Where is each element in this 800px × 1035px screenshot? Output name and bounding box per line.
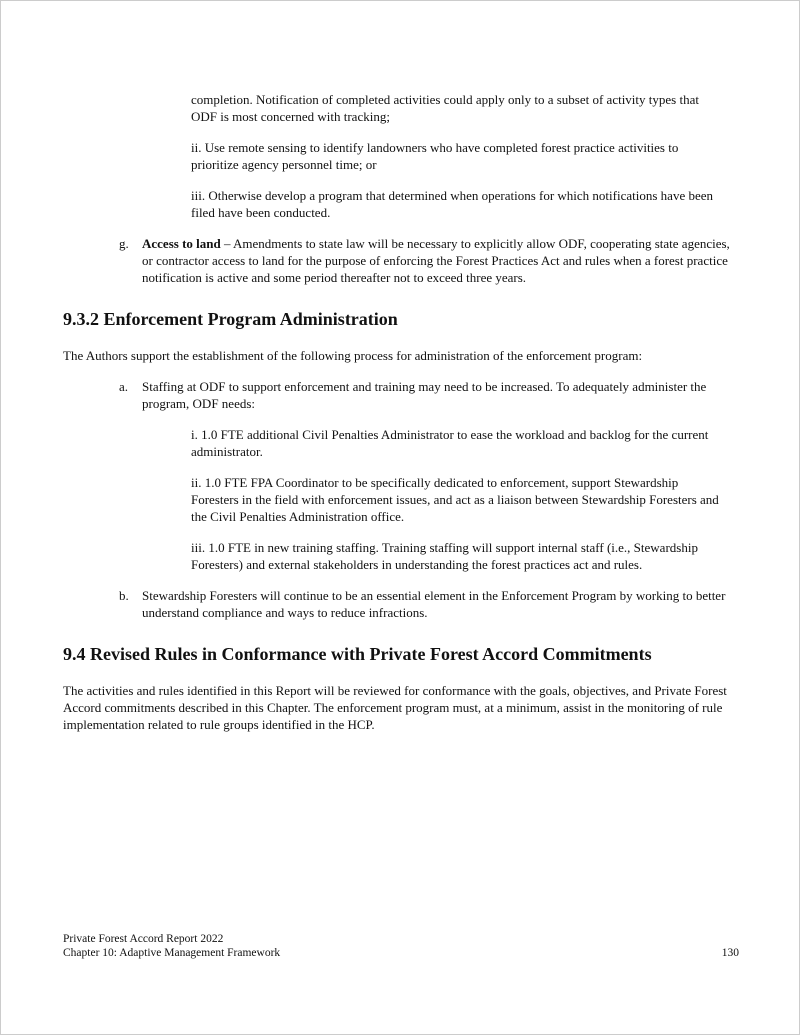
subitem-iii: iii. Otherwise develop a program that determined when operations for which notifications have been filed have been conducted. bbox=[191, 188, 713, 220]
staffing-subitem-ii: ii. 1.0 FTE FPA Coordinator to be specifically dedicated to enforcement, support Stewardship Foresters in the field with enforcement issues, and act as a liaison between Stewardship Foresters and the Civil Penalties Administration office. bbox=[191, 475, 719, 524]
paragraph-9-4: The activities and rules identified in this Report will be reviewed for conformance with the goals, objectives, and Private Forest Accord commitments described in this Chapter. The enforcement program must, at a minimum, assist in the monitoring of rule implementation related to rule groups identified in the HCP. bbox=[63, 683, 727, 732]
list-item-g-text bbox=[142, 235, 739, 286]
heading-9-3-2: 9.3.2 Enforcement Program Administration bbox=[63, 309, 398, 329]
page-number: 130 bbox=[721, 947, 739, 959]
item-g-body: – Amendments to state law will be necessary to explicitly allow ODF, cooperating state agencies, or contractor access to land for the purpose of enforcing the Forest Practices Act and rules when a forest practice notification is active and some period thereafter not to exceed three years. bbox=[142, 236, 730, 285]
paragraph-9-3-2-intro: The Authors support the establishment of the following process for administration of the enforcement program: bbox=[63, 348, 643, 363]
subitem-i-continuation: completion. Notification of completed activities could apply only to a subset of activity types that ODF is most concerned with tracking; bbox=[191, 92, 699, 124]
list-marker-g: g. bbox=[119, 236, 129, 251]
item-b-body: Stewardship Foresters will continue to be an essential element in the Enforcement Program by working to better understand compliance and ways to reduce infractions. bbox=[142, 588, 726, 620]
item-a-body: Staffing at ODF to support enforcement and training may need to be increased. To adequately administer the program, ODF needs: bbox=[142, 379, 707, 411]
list-item-b bbox=[119, 587, 739, 621]
staffing-subitem-i: i. 1.0 FTE additional Civil Penalties Administrator to ease the workload and backlog for the current administrator. bbox=[191, 427, 709, 459]
footer-left bbox=[63, 932, 280, 960]
footer-report-title: Private Forest Accord Report 2022 bbox=[63, 933, 224, 945]
list-item-a bbox=[119, 378, 739, 412]
footer-chapter-title: Chapter 10: Adaptive Management Framework bbox=[63, 947, 281, 959]
subitem-ii: ii. Use remote sensing to identify landowners who have completed forest practice activities to prioritize agency personnel time; or bbox=[191, 140, 679, 172]
heading-9-4: 9.4 Revised Rules in Conformance with Private Forest Accord Commitments bbox=[63, 644, 652, 664]
item-g-bold-lead: Access to land bbox=[142, 236, 221, 251]
list-marker-b: b. bbox=[119, 588, 129, 603]
list-marker-a: a. bbox=[119, 379, 129, 394]
list-item-g bbox=[119, 235, 739, 286]
staffing-subitem-iii: iii. 1.0 FTE in new training staffing. Training staffing will support internal staff (i.e., Stewardship Foresters) and external stakeholders in understanding the forest practices act and rules. bbox=[191, 540, 698, 572]
page-footer bbox=[63, 932, 739, 960]
